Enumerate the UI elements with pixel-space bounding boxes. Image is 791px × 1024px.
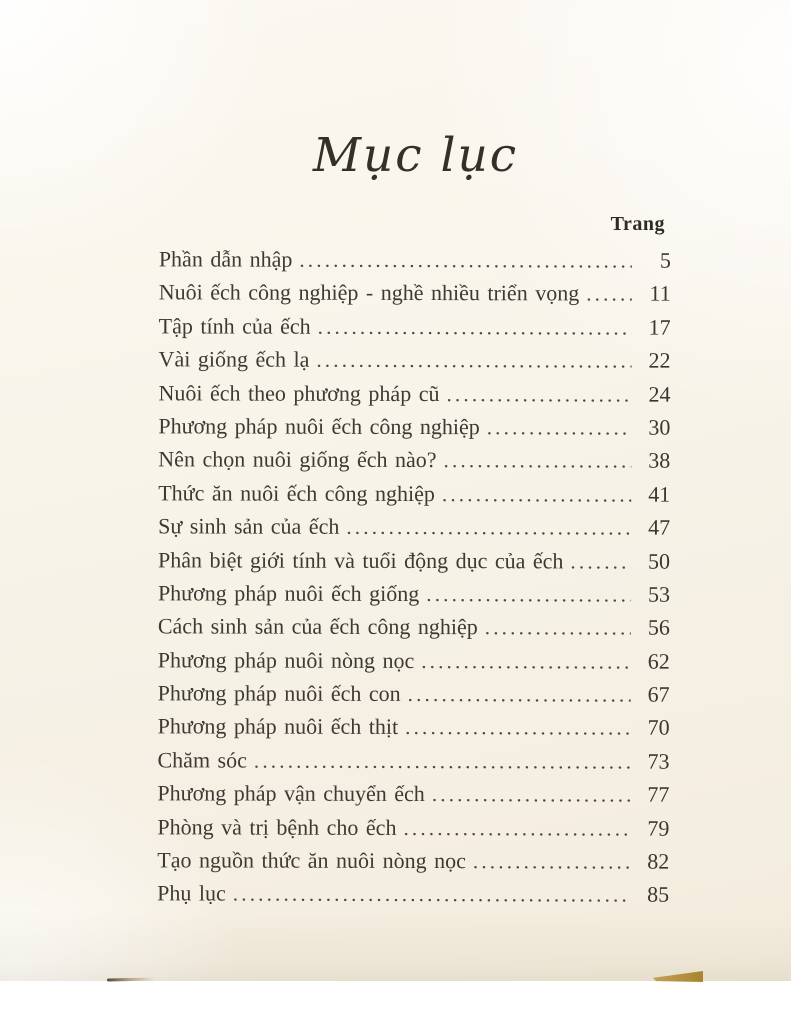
toc-row bbox=[159, 347, 671, 382]
toc-entry-title: Phòng và trị bệnh cho ếch bbox=[157, 813, 397, 840]
dot-leader bbox=[316, 347, 631, 374]
toc-row bbox=[158, 580, 670, 615]
dot-leader bbox=[446, 381, 631, 407]
toc-list bbox=[157, 246, 671, 915]
page-title: Mục lục bbox=[312, 128, 519, 183]
toc-entry-title: Nuôi ếch công nghiệp - nghề nhiều triển vọng bbox=[158, 279, 580, 306]
toc-row bbox=[158, 680, 670, 715]
dot-leader bbox=[318, 314, 632, 341]
toc-entry-page: 67 bbox=[647, 681, 670, 707]
dot-leader bbox=[432, 781, 631, 808]
dot-leader bbox=[586, 281, 632, 307]
toc-entry-page: 53 bbox=[647, 581, 670, 607]
dot-leader bbox=[443, 447, 631, 473]
toc-row bbox=[157, 814, 669, 849]
toc-row bbox=[157, 781, 669, 816]
toc-entry-title: Thức ăn nuôi ếch công nghiệp bbox=[158, 480, 435, 506]
toc-row bbox=[159, 313, 671, 348]
toc-entry-page: 82 bbox=[647, 848, 670, 874]
dot-leader bbox=[346, 514, 631, 541]
toc-entry-title: Sự sinh sản của ếch bbox=[158, 513, 340, 539]
column-header-trang: Trang bbox=[610, 213, 665, 235]
toc-entry-page: 17 bbox=[648, 314, 671, 340]
toc-entry-page: 79 bbox=[647, 815, 670, 841]
dot-leader bbox=[485, 614, 631, 640]
toc-row bbox=[158, 513, 670, 548]
toc-entry-page: 70 bbox=[647, 715, 670, 741]
toc-entry-page: 11 bbox=[649, 281, 671, 307]
toc-row bbox=[158, 647, 670, 682]
dot-leader bbox=[233, 881, 630, 908]
toc-entry-page: 47 bbox=[648, 514, 671, 540]
toc-entry-title: Phụ lục bbox=[157, 880, 226, 906]
toc-row bbox=[158, 547, 670, 582]
toc-row bbox=[159, 280, 671, 315]
dot-leader bbox=[408, 681, 631, 708]
toc-entry-title: Phương pháp vận chuyển ếch bbox=[157, 780, 425, 807]
dot-leader bbox=[442, 481, 631, 507]
dot-leader bbox=[421, 648, 631, 675]
dot-leader bbox=[570, 548, 631, 574]
toc-row bbox=[158, 447, 670, 482]
dot-leader bbox=[403, 815, 630, 842]
toc-entry-page: 73 bbox=[647, 748, 670, 774]
toc-entry-page: 38 bbox=[648, 447, 671, 474]
toc-entry-title: Tạo nguồn thức ăn nuôi nòng nọc bbox=[157, 847, 466, 874]
toc-entry-page: 77 bbox=[647, 781, 670, 807]
toc-entry-title: Vài giống ếch lạ bbox=[158, 346, 310, 372]
toc-entry-page: 5 bbox=[659, 247, 671, 273]
toc-row bbox=[158, 480, 670, 515]
toc-entry-title: Phương pháp nuôi ếch giống bbox=[157, 580, 420, 606]
toc-entry-page: 85 bbox=[647, 882, 670, 908]
toc-row bbox=[157, 847, 669, 882]
toc-row bbox=[158, 614, 670, 649]
toc-entry-title: Chăm sóc bbox=[157, 747, 247, 773]
toc-row bbox=[159, 246, 671, 281]
toc-row bbox=[158, 714, 670, 749]
toc-row bbox=[157, 747, 669, 782]
toc-entry-title: Phương pháp nuôi ếch công nghiệp bbox=[158, 413, 480, 440]
toc-row bbox=[157, 881, 669, 916]
toc-entry-title: Phương pháp nuôi ếch con bbox=[157, 680, 401, 707]
toc-entry-title: Nuôi ếch theo phương pháp cũ bbox=[158, 379, 440, 406]
toc-entry-page: 30 bbox=[648, 414, 671, 440]
toc-entry-title: Tập tính của ếch bbox=[158, 313, 311, 339]
toc-entry-title: Phương pháp nuôi ếch thịt bbox=[157, 713, 399, 740]
toc-entry-page: 22 bbox=[648, 347, 671, 373]
dot-leader bbox=[299, 247, 632, 274]
dot-leader bbox=[254, 747, 631, 774]
toc-entry-title: Phương pháp nuôi nòng nọc bbox=[157, 647, 415, 673]
toc-entry-page: 50 bbox=[648, 548, 671, 574]
toc-entry-page: 41 bbox=[648, 481, 671, 507]
toc-entry-title: Phân biệt giới tính và tuổi động dục của ếch bbox=[158, 546, 564, 573]
dot-leader bbox=[487, 414, 632, 440]
toc-entry-title: Phần dẫn nhập bbox=[158, 246, 293, 272]
toc-entry-page: 24 bbox=[648, 381, 671, 407]
toc-entry-page: 56 bbox=[647, 614, 670, 640]
toc-row bbox=[158, 413, 670, 448]
dot-leader bbox=[426, 581, 631, 608]
toc-row bbox=[158, 380, 670, 415]
toc-entry-title: Nên chọn nuôi giống ếch nào? bbox=[158, 446, 437, 473]
toc-entry-page: 62 bbox=[647, 648, 670, 674]
dot-leader bbox=[473, 848, 630, 874]
dot-leader bbox=[405, 714, 631, 741]
toc-entry-title: Cách sinh sản của ếch công nghiệp bbox=[157, 613, 478, 640]
